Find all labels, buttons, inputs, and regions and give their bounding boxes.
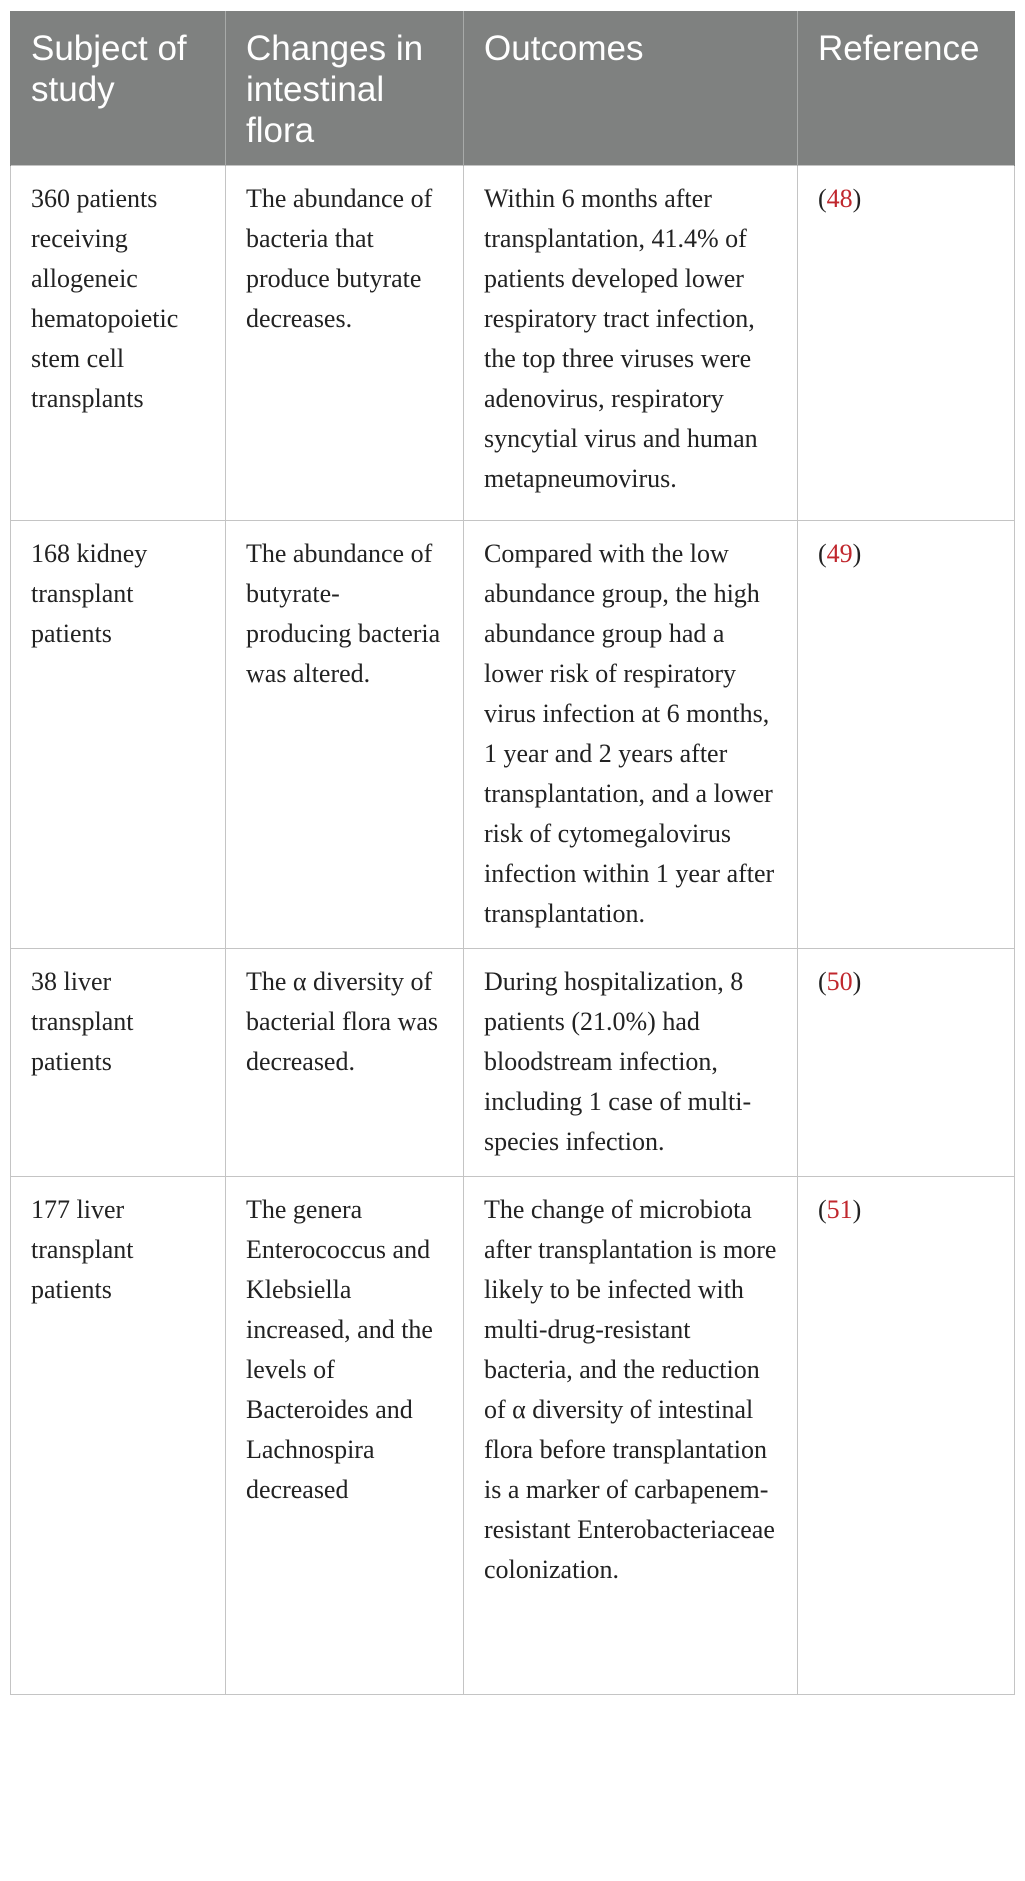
cell-changes: The α diversity of bacterial flora was decreased. — [226, 949, 464, 1177]
cell-outcomes: Within 6 months after transplantation, 41.4% of patients developed lower respiratory tract infection, the top three viruses were adenovirus, respiratory syncytial virus and human metapneumovirus. — [464, 166, 798, 521]
cell-changes: The abundance of bacteria that produce butyrate decreases. — [226, 166, 464, 521]
reference-link[interactable]: 48 — [826, 184, 853, 213]
cell-reference: (48) — [798, 166, 1015, 521]
cell-outcomes: Compared with the low abundance group, the high abundance group had a lower risk of respiratory virus infection at 6 months, 1 year and 2 years after transplantation, and a lower risk of cytomegalovirus infection within 1 year after transplantation. — [464, 521, 798, 949]
cell-subject: 168 kidney transplant patients — [11, 521, 226, 949]
table-header-row — [11, 11, 1015, 166]
cell-changes: The genera Enterococcus and Klebsiella increased, and the levels of Bacteroides and Lachnospira decreased — [226, 1177, 464, 1695]
intestinal-flora-table — [10, 11, 1015, 1695]
cell-outcomes: The change of microbiota after transplantation is more likely to be infected with multi-drug-resistant bacteria, and the reduction of α diversity of intestinal flora before transplantation is a marker of carbapenem-resistant Enterobacteriaceae colonization. — [464, 1177, 798, 1695]
cell-subject: 38 liver transplant patients — [11, 949, 226, 1177]
cell-subject: 177 liver transplant patients — [11, 1177, 226, 1695]
data-table-container — [10, 11, 1014, 1695]
cell-reference: (51) — [798, 1177, 1015, 1695]
cell-changes: The abundance of butyrate-producing bacteria was altered. — [226, 521, 464, 949]
table-row — [11, 1177, 1015, 1695]
table-row — [11, 521, 1015, 949]
cell-outcomes: During hospitalization, 8 patients (21.0%) had bloodstream infection, including 1 case of multi-species infection. — [464, 949, 798, 1177]
reference-link[interactable]: 51 — [826, 1195, 853, 1224]
reference-link[interactable]: 50 — [826, 967, 853, 996]
cell-reference: (50) — [798, 949, 1015, 1177]
cell-subject: 360 patients receiving allogeneic hematopoietic stem cell transplants — [11, 166, 226, 521]
reference-link[interactable]: 49 — [826, 539, 853, 568]
header-subject-of-study: Subject of study — [11, 11, 226, 166]
header-changes-in-intestinal-flora: Changes in intestinal flora — [226, 11, 464, 166]
cell-reference: (49) — [798, 521, 1015, 949]
table-row — [11, 949, 1015, 1177]
header-reference: Reference — [798, 11, 1015, 166]
table-row — [11, 166, 1015, 521]
header-outcomes: Outcomes — [464, 11, 798, 166]
